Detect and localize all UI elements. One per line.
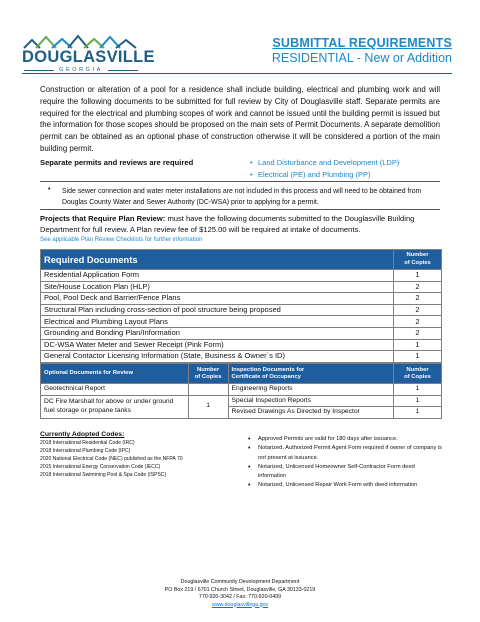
table-row: Grounding and Bonding Plan/Information 2 xyxy=(41,327,442,339)
list-item: • Electrical (PE) and Plumbing (PP) xyxy=(250,169,399,181)
table-row: Revised Drawings As Directed by Inspector 1 xyxy=(41,407,442,419)
table-header-row xyxy=(41,364,442,384)
table-row: DC-WSA Water Meter and Sewer Receipt (Pink Form) 1 xyxy=(41,339,442,351)
list-item: • Notarized, Unlicensed Repair Work Form with deed information xyxy=(248,481,444,490)
list-item: • Approved Permits are valid for 180 days after issuance. xyxy=(248,435,444,444)
separate-permits-list xyxy=(250,157,399,181)
projects-label: Projects that Require Plan Review: xyxy=(40,214,166,223)
page-header xyxy=(0,0,480,80)
permit-notes xyxy=(248,435,444,491)
table-row: Structural Plan including cross-section of pool structure being proposed 2 xyxy=(41,304,442,316)
optional-inspection-table xyxy=(40,363,442,419)
code-item: 2015 International Energy Conservation Code (IECC) xyxy=(40,464,161,470)
logo-state: GEORGIA xyxy=(22,67,140,73)
copies-header: Number of Copies xyxy=(394,250,442,270)
inspection-copies-header: Number of Copies xyxy=(394,364,442,384)
adopted-codes-title: Currently Adopted Codes: xyxy=(40,431,125,438)
header-divider xyxy=(22,73,452,74)
code-item: 2020 National Electrical Code (NEC) published as the NFPA 70 xyxy=(40,456,183,462)
optional-copies-header: Number of Copies xyxy=(188,364,228,384)
code-item: 2018 International Plumbing Code (IPC) xyxy=(40,448,131,454)
table-row: Geotechnical Report Engineering Reports 1 xyxy=(41,384,442,396)
adopted-codes xyxy=(40,431,250,479)
page-footer xyxy=(0,579,480,609)
footer-phone: 770-920-3042 / Fax: 770-920-0499 xyxy=(198,594,282,600)
projects-paragraph xyxy=(40,213,442,235)
page-subtitle: RESIDENTIAL - New or Addition xyxy=(271,51,452,65)
list-item: • Notarized, Authorized Permit Agent Form required if owner of company is not present at issuance. xyxy=(248,444,444,463)
logo-name: DOUGLASVILLE xyxy=(22,48,155,66)
intro-paragraph: Construction or alteration of a pool for a residence shall include building, electrical and plumbing work and will require the following documents to be submitted for full review by City of Douglasville staff. Separate permits are required for the electrical and plumbing scopes of work and cannot be issued until the building permit is issued but the information for those scopes should be proposed on the main sets of Permit Documents. A separate demolition permit can be obtained as an optional phase of construction otherwise it will be considered a portion of the main building permit. xyxy=(40,85,440,153)
bullet-icon: • xyxy=(48,186,51,193)
table-row: Electrical and Plumbing Layout Plans 2 xyxy=(41,316,442,328)
divider xyxy=(40,181,440,182)
optional-documents-header: Optional Documents for Review xyxy=(41,364,189,384)
table-header-row xyxy=(41,250,442,270)
website-link[interactable]: www.douglasvillega.gov xyxy=(211,601,269,608)
required-documents-table xyxy=(40,249,442,363)
separate-permits-heading: Separate permits and reviews are required xyxy=(40,158,194,167)
page-title: SUBMITTAL REQUIREMENTS xyxy=(272,36,452,50)
sewer-note: Side sewer connection and water meter installations are not included in this process and will need to be obtained from Douglas County Water and Sewer Authority (DC-WSA) prior to applying for a permit. xyxy=(62,188,422,206)
footer-department: Douglasville Community Development Department xyxy=(180,579,300,585)
required-documents-header: Required Documents xyxy=(41,250,394,270)
footer-address: PO Box 219 / 6701 Church Street, Douglasville, GA 30133-0219 xyxy=(164,586,316,593)
projects-text: must have the following documents submitted to the Douglasville Building Department for full review. A Plan review fee of $125.00 will be required at intake of documents. xyxy=(40,214,415,235)
table-row: Residential Application Form 1 xyxy=(41,270,442,282)
plan-review-checklists-link[interactable]: See applicable Plan Review Checklists for further information xyxy=(40,237,203,243)
list-item: • Notarized, Unlicensed Homeowner Self-Contractor Form deed information xyxy=(248,463,444,482)
table-row: Pool, Pool Deck and Barrier/Fence Plans 2 xyxy=(41,293,442,305)
inspection-documents-header: Inspection Documents for Certificate of Occupancy xyxy=(228,364,394,384)
table-row: General Contactor Licensing Information (State, Business & Owner´s ID) 1 xyxy=(41,351,442,363)
code-item: 2018 International Residential Code (IRC) xyxy=(40,440,135,446)
code-item: 2018 International Swimming Pool & Spa Code (ISPSC) xyxy=(40,472,167,478)
table-row: DC Fire Marshall for above or under ground fuel storage or propane tanks 1 Special Inspection Reports 1 xyxy=(41,395,442,407)
divider xyxy=(40,209,440,210)
list-item: • Land Disturbance and Development (LDP) xyxy=(250,157,399,169)
table-row: Site/House Location Plan (HLP) 2 xyxy=(41,281,442,293)
